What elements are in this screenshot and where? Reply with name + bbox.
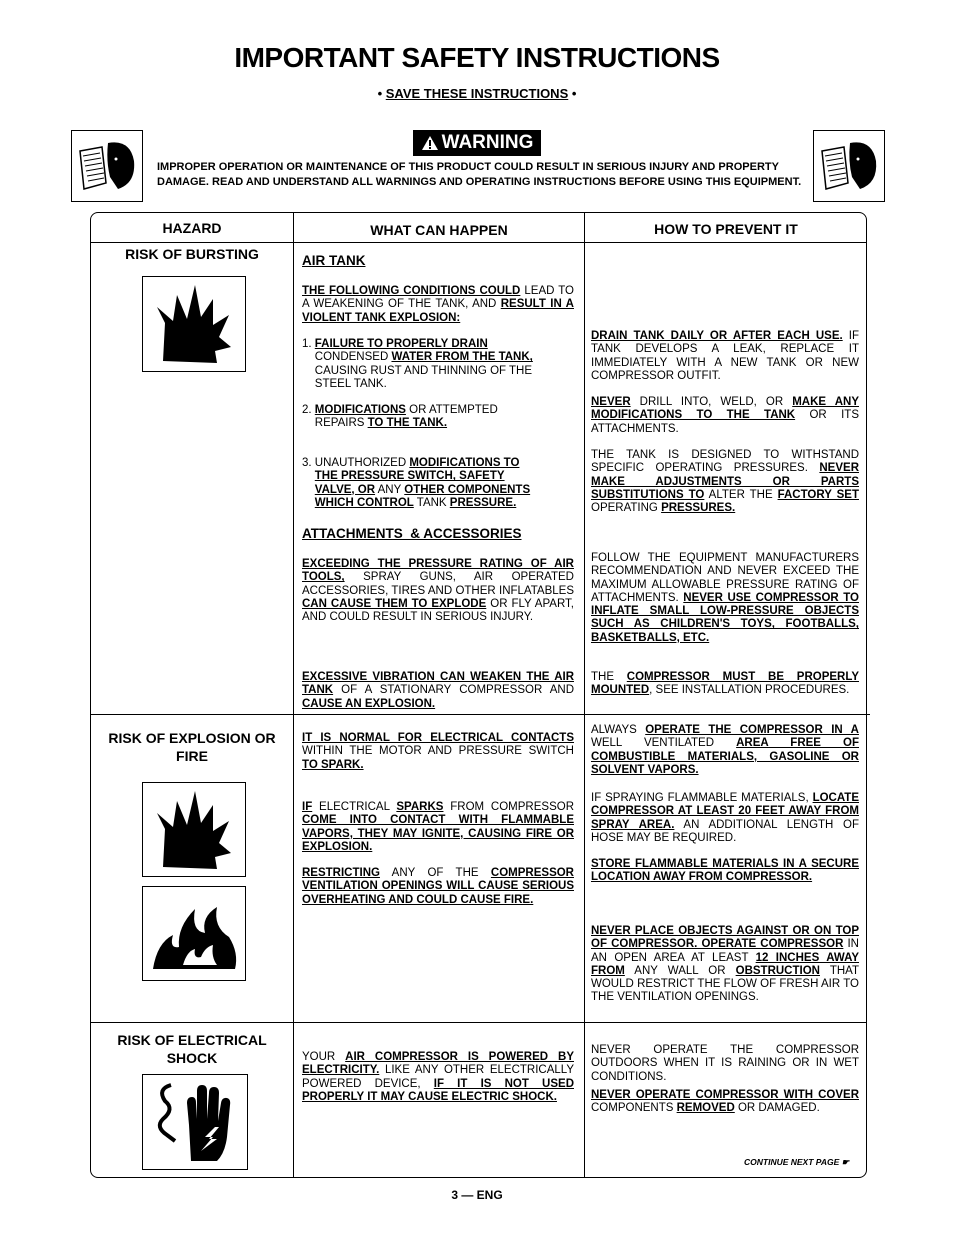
continue-next-page: CONTINUE NEXT PAGE ☛ <box>744 1157 850 1167</box>
hazard-bursting: RISK OF BURSTING <box>125 246 259 262</box>
manual-reading-icon <box>71 130 143 202</box>
warning-badge: WARNING <box>413 130 541 156</box>
header-prevent: HOW TO PREVENT IT <box>654 221 798 237</box>
page-number: 3 — ENG <box>451 1188 503 1202</box>
page-title: IMPORTANT SAFETY INSTRUCTIONS <box>234 42 720 73</box>
fire-icon <box>142 886 246 981</box>
explosion-icon <box>142 782 246 877</box>
header-hazard: HAZARD <box>162 220 222 236</box>
header-what: WHAT CAN HAPPEN <box>370 222 508 238</box>
electric-shock-icon <box>142 1074 248 1170</box>
warning-text: IMPROPER OPERATION OR MAINTENANCE OF THIS PRODUCT COULD RESULT IN SERIOUS INJURY AND PROPERTY DAMAGE. READ AND UNDERSTAND ALL WARNINGS AND OPERATING INSTRUCTIONS BEFORE USING THIS EQUIPMENT. <box>157 161 802 188</box>
warning-triangle-icon <box>421 135 439 151</box>
save-instructions: • SAVE THESE INSTRUCTIONS • <box>377 86 577 101</box>
hazard-explosion: RISK OF EXPLOSION OR FIRE <box>108 730 276 764</box>
explosion-icon <box>142 276 246 372</box>
hazard-shock: RISK OF ELECTRICAL SHOCK <box>117 1032 267 1066</box>
manual-reading-icon <box>813 130 885 202</box>
